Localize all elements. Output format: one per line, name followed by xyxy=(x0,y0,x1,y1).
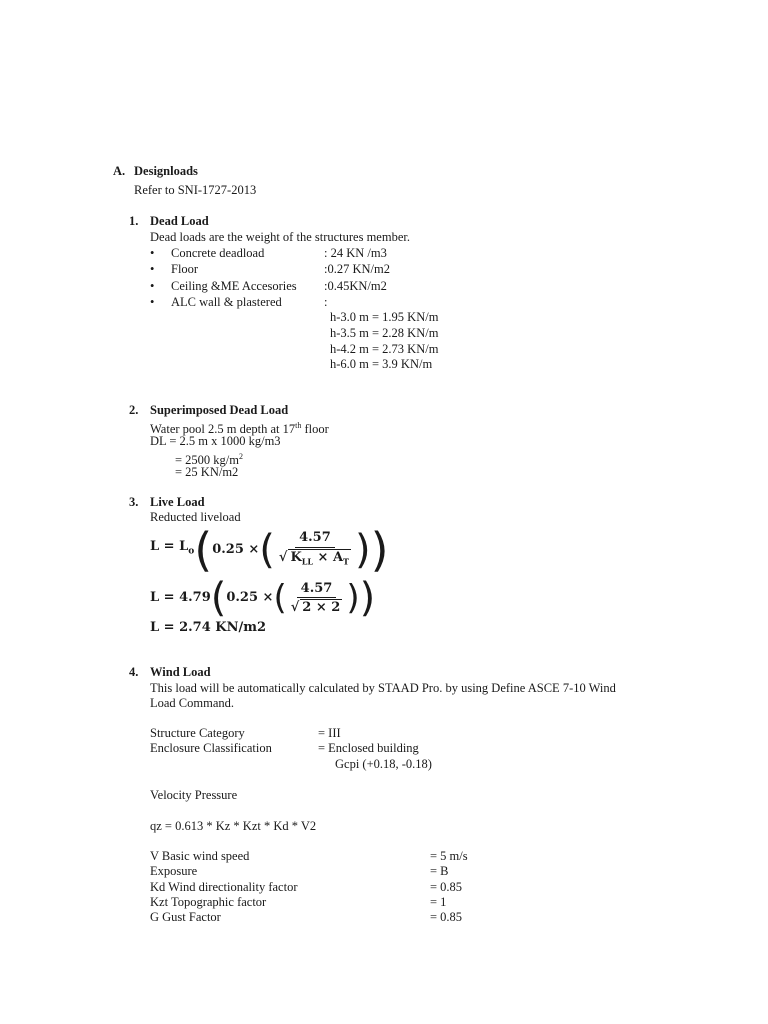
s3-number: 3. xyxy=(129,495,139,509)
dead-load-item-value: : xyxy=(324,295,328,309)
wall-load-row: h-6.0 m = 3.9 KN/m xyxy=(330,357,433,371)
wind-param-value: = B xyxy=(430,864,449,878)
wind-param-name: Kd Wind directionality factor xyxy=(150,880,298,894)
dead-load-item-value: : 24 KN /m3 xyxy=(324,246,387,260)
wind-param-name: V Basic wind speed xyxy=(150,849,250,863)
section-a-label: A. xyxy=(113,164,126,178)
s3-title: Live Load xyxy=(150,495,205,509)
gcpi-value: Gcpi (+0.18, -0.18) xyxy=(335,757,432,771)
wall-load-row: h-4.2 m = 2.73 KN/m xyxy=(330,342,439,356)
dead-load-item-value: :0.45KN/m2 xyxy=(324,279,387,293)
category-name: Structure Category xyxy=(150,726,245,740)
s4-title: Wind Load xyxy=(150,665,211,679)
category-name: Enclosure Classification xyxy=(150,741,272,755)
qz-formula: qz = 0.613 * Kz * Kzt * Kd * V2 xyxy=(150,819,317,833)
bullet-icon: • xyxy=(150,295,155,309)
s1-number: 1. xyxy=(129,214,139,228)
s4-number: 4. xyxy=(129,665,139,679)
s1-title: Dead Load xyxy=(150,214,209,228)
velocity-pressure-label: Velocity Pressure xyxy=(150,788,238,802)
s3-description: Reducted liveload xyxy=(150,510,241,524)
dead-load-item-name: ALC wall & plastered xyxy=(171,295,282,309)
dead-load-item-name: Concrete deadload xyxy=(171,246,265,260)
live-load-formula: $L = L_o$ ( 0.25 × ( $\frac{4.57}{√ K_{LL} \times A_T}$ ) ) xyxy=(150,523,389,577)
s2-pool-line: Water pool 2.5 m depth at 17th floor xyxy=(150,421,329,437)
live-load-calculation: L = 4.79 ( 0.25 × ( $\frac{4.57}{√ 2 \times 2}$ ) ) xyxy=(150,575,376,621)
live-load-result: L = 2.74 KN/m2 xyxy=(150,620,267,635)
dead-load-item-name: Floor xyxy=(171,262,199,276)
wind-param-value: = 5 m/s xyxy=(430,849,468,863)
bullet-icon: • xyxy=(150,246,155,260)
s2-title: Superimposed Dead Load xyxy=(150,403,289,417)
dead-load-item-value: :0.27 KN/m2 xyxy=(324,262,390,276)
dead-load-item-name: Ceiling &ME Accesories xyxy=(171,279,297,293)
section-a-title: Designloads xyxy=(134,164,198,178)
wind-param-value: = 0.85 xyxy=(430,910,463,924)
category-value: = Enclosed building xyxy=(318,741,419,755)
wind-param-name: Exposure xyxy=(150,864,198,878)
category-value: = III xyxy=(318,726,341,740)
s2-number: 2. xyxy=(129,403,139,417)
section-a-reference: Refer to SNI-1727-2013 xyxy=(134,183,257,197)
wind-param-value: = 0.85 xyxy=(430,880,463,894)
s2-dl-line: DL = 2.5 m x 1000 kg/m3 xyxy=(150,434,281,448)
s4-description: Load Command. xyxy=(150,696,235,710)
bullet-icon: • xyxy=(150,262,155,276)
wind-param-name: Kzt Topographic factor xyxy=(150,895,267,909)
wind-param-name: G Gust Factor xyxy=(150,910,221,924)
s2-dl-line: = 25 KN/m2 xyxy=(175,465,239,479)
s2-dl-line: = 2500 $kg/m^2$ xyxy=(175,452,243,468)
bullet-icon: • xyxy=(150,279,155,293)
wind-param-value: = 1 xyxy=(430,895,447,909)
wall-load-row: h-3.5 m = 2.28 KN/m xyxy=(330,326,439,340)
s1-description: Dead loads are the weight of the structures member. xyxy=(150,230,410,244)
wall-load-row: h-3.0 m = 1.95 KN/m xyxy=(330,310,439,324)
s4-description: This load will be automatically calculated by STAAD Pro. by using Define ASCE 7-10 Wind xyxy=(150,681,616,695)
